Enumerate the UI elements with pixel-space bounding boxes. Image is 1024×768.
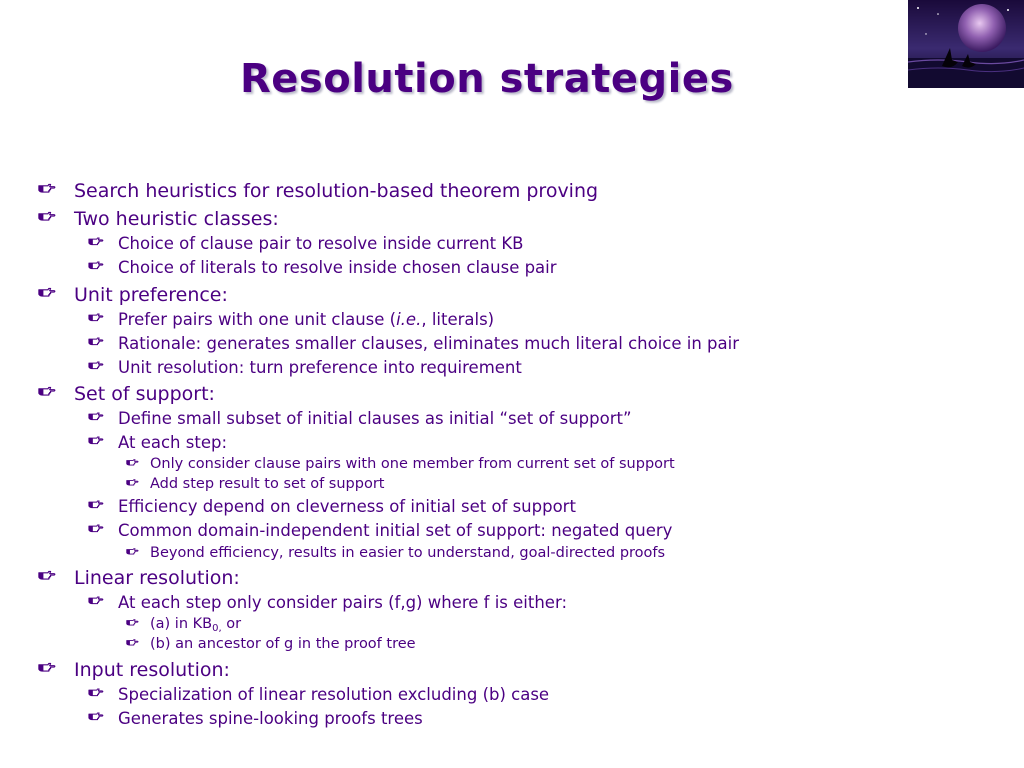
pointing-hand-icon xyxy=(88,523,104,534)
bullet-text: Add step result to set of support xyxy=(150,476,385,492)
bullet-text: Choice of literals to resolve inside chosen clause pair xyxy=(118,258,557,277)
pointing-hand-icon xyxy=(88,411,104,422)
pointing-hand-icon xyxy=(88,260,104,271)
bullet-text: Unit preference: xyxy=(74,284,228,306)
pointing-hand-icon xyxy=(88,336,104,347)
bullet-text: Beyond efficiency, results in easier to understand, goal-directed proofs xyxy=(150,545,666,561)
bullet-text: Define small subset of initial clauses as initial “set of support” xyxy=(118,409,632,428)
bullet-text: Choice of clause pair to resolve inside current KB xyxy=(118,234,524,253)
pointing-hand-icon xyxy=(126,638,139,647)
italic-text: i.e. xyxy=(396,310,422,329)
pointing-hand-icon xyxy=(38,182,56,195)
pointing-hand-icon xyxy=(126,478,139,487)
pointing-hand-icon xyxy=(126,458,139,467)
bullet-text: Unit resolution: turn preference into requirement xyxy=(118,358,522,377)
bullet-text: Generates spine-looking proofs trees xyxy=(118,709,423,728)
bullet-text-part: or xyxy=(221,616,242,632)
bullet-text xyxy=(150,616,241,634)
pointing-hand-icon xyxy=(88,360,104,371)
bullet-text: Efficiency depend on cleverness of initial set of support xyxy=(118,497,576,516)
bullet-text: Common domain-independent initial set of support: negated query xyxy=(118,521,673,540)
pointing-hand-icon xyxy=(38,661,56,674)
bullet-text xyxy=(118,310,494,329)
pointing-hand-icon xyxy=(88,711,104,722)
slide-title: Resolution strategies xyxy=(240,56,734,102)
bullet-text: Specialization of linear resolution excluding (b) case xyxy=(118,685,550,704)
bullet-text: (b) an ancestor of g in the proof tree xyxy=(150,636,416,652)
pointing-hand-icon xyxy=(38,385,56,398)
bullet-text: Linear resolution: xyxy=(74,567,240,589)
bullet-text: Input resolution: xyxy=(74,659,230,681)
pointing-hand-icon xyxy=(88,312,104,323)
pointing-hand-icon xyxy=(126,547,139,556)
pointing-hand-icon xyxy=(88,499,104,510)
bullet-text: At each step only consider pairs (f,g) where f is either: xyxy=(118,593,567,612)
bullet-text: Only consider clause pairs with one member from current set of support xyxy=(150,456,675,472)
bullet-text: Two heuristic classes: xyxy=(74,208,279,230)
bullet-text: Set of support: xyxy=(74,383,215,405)
pointing-hand-icon xyxy=(88,687,104,698)
bullet-text-part: , literals) xyxy=(421,310,495,329)
pointing-hand-icon xyxy=(88,435,104,446)
pointing-hand-icon xyxy=(38,210,56,223)
bullet-text-part: Prefer pairs with one unit clause ( xyxy=(118,310,397,329)
pointing-hand-icon xyxy=(88,236,104,247)
bullet-text: Search heuristics for resolution-based theorem proving xyxy=(74,180,599,202)
pointing-hand-icon xyxy=(126,618,139,627)
bullet-text: At each step: xyxy=(118,433,227,452)
subscript-text: 0, xyxy=(212,623,222,634)
bullet-text: Rationale: generates smaller clauses, eliminates much literal choice in pair xyxy=(118,334,739,353)
pointing-hand-icon xyxy=(88,595,104,606)
bullet-text-part: (a) in KB xyxy=(150,616,213,632)
pointing-hand-icon xyxy=(38,569,56,582)
pointing-hand-icon xyxy=(38,286,56,299)
